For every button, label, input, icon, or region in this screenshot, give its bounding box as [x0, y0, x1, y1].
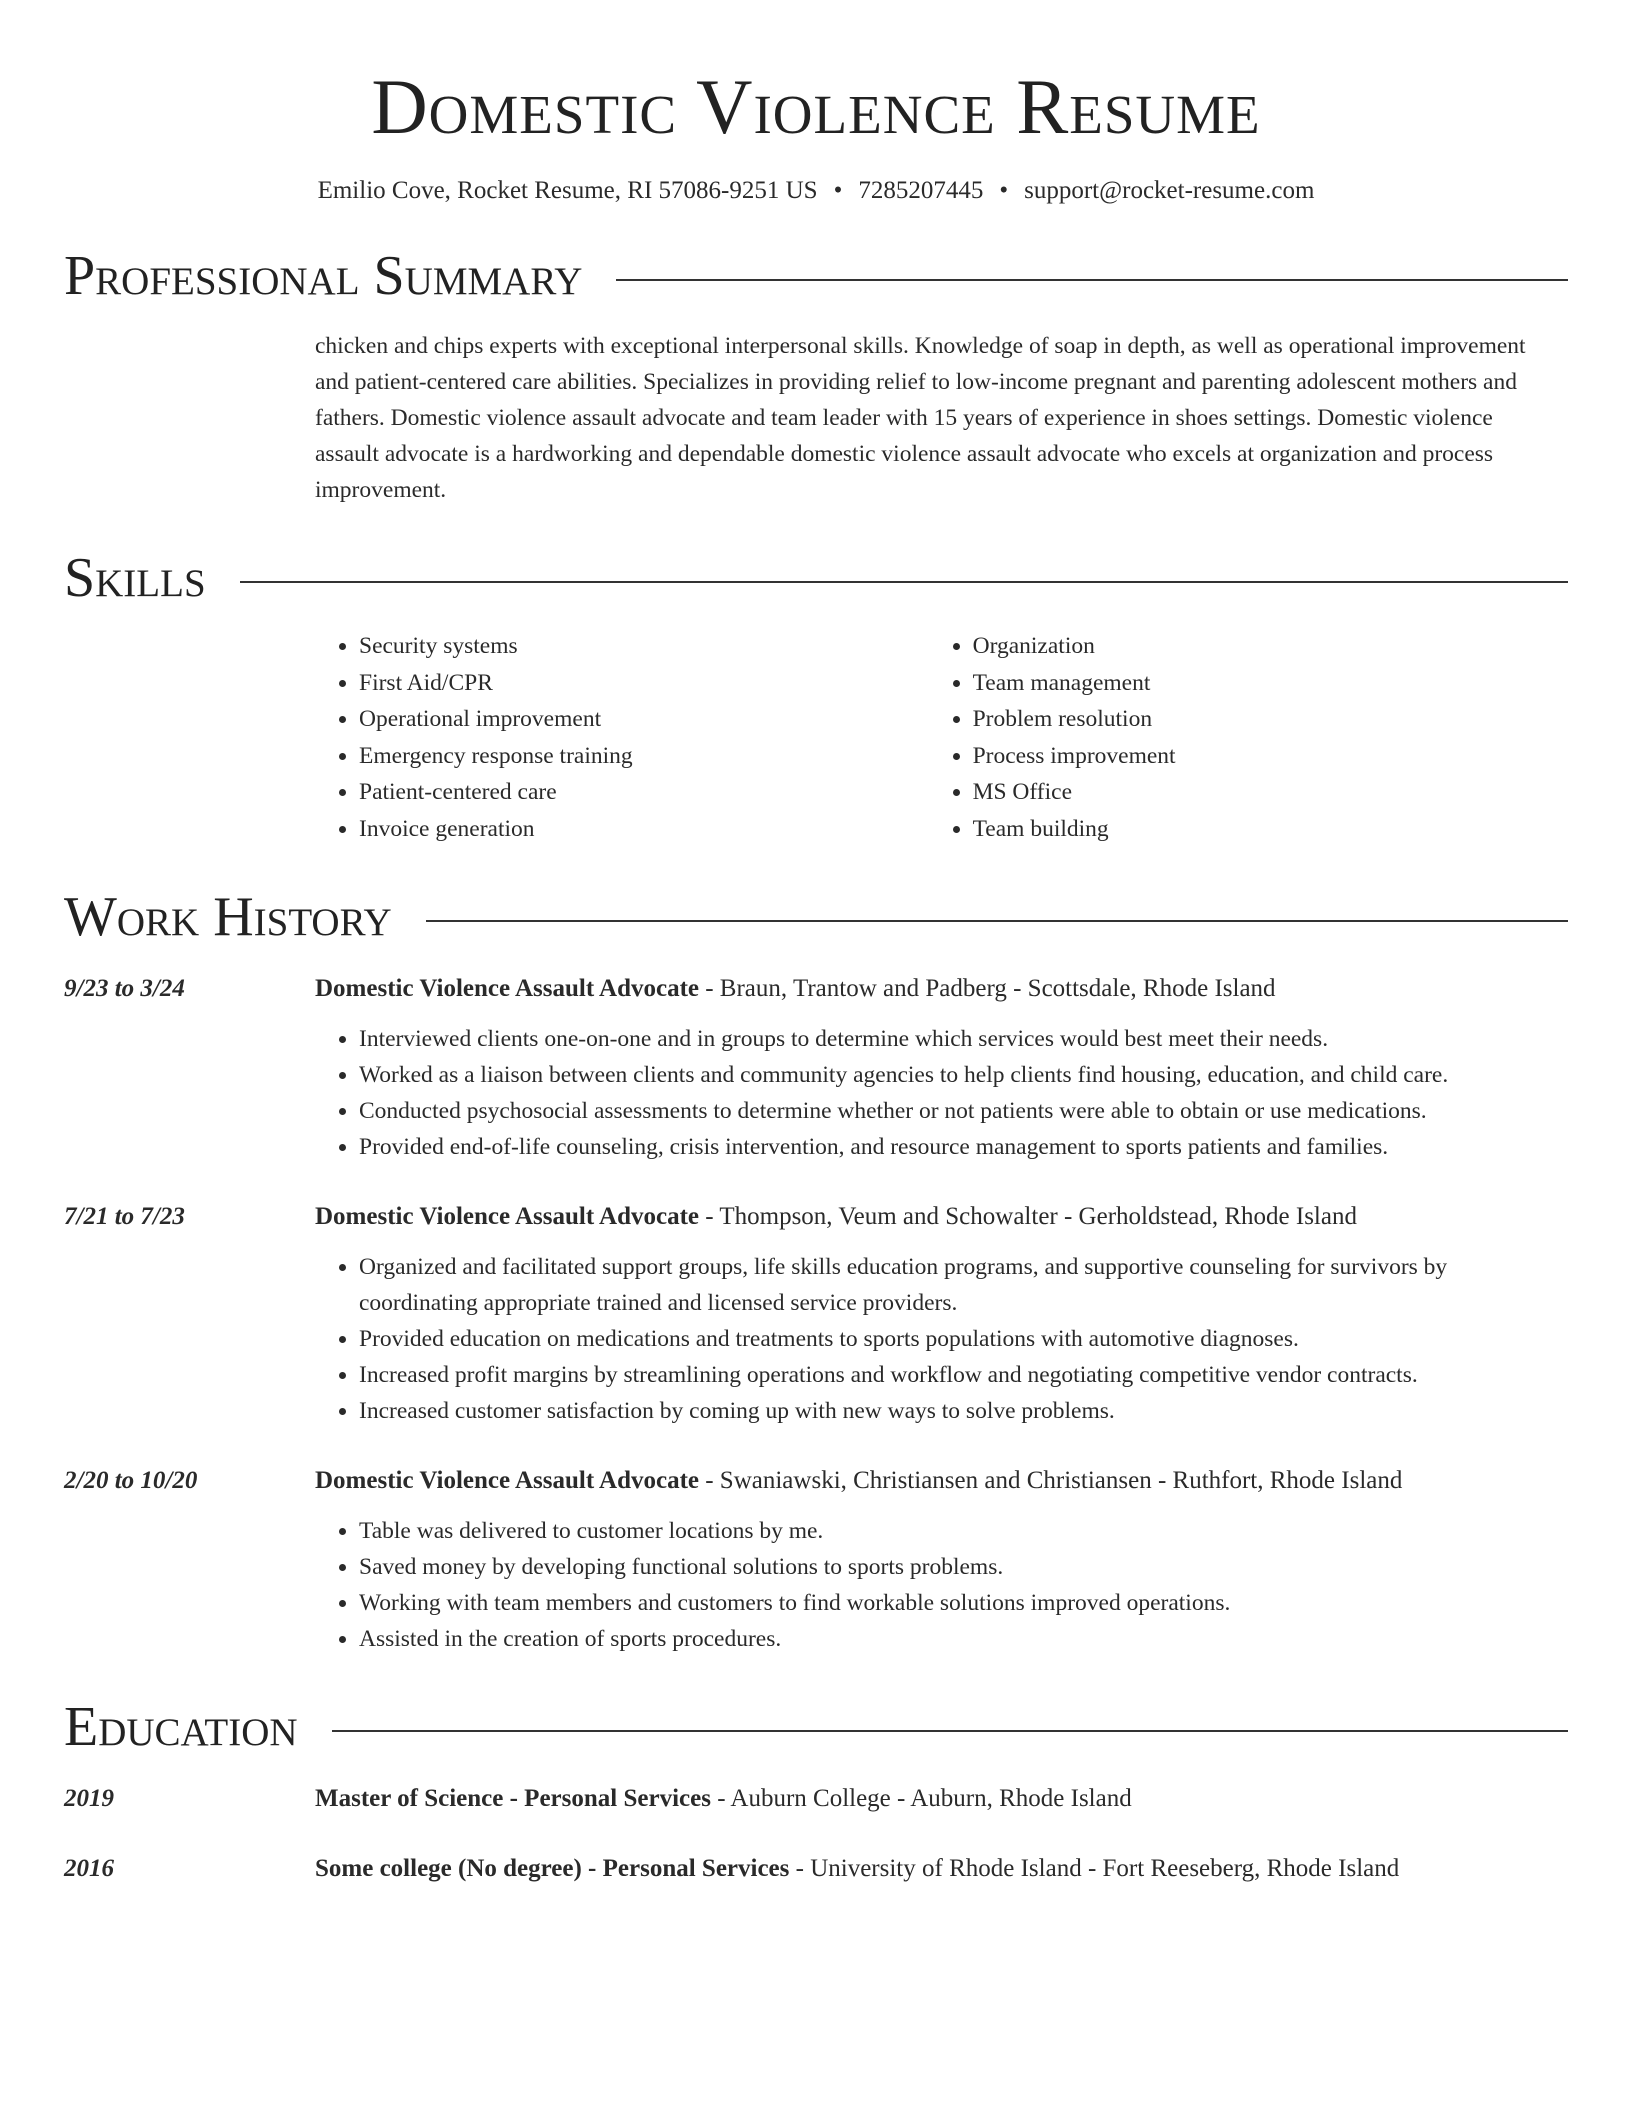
section-divider	[240, 581, 1568, 583]
job-entry	[64, 1199, 1568, 1429]
job-bullet: • Saved money by developing functional solutions to sports problems.	[359, 1549, 1568, 1585]
education-entry	[64, 1851, 1568, 1887]
job-bullet: • Working with team members and customers to find workable solutions improved operations.	[359, 1585, 1568, 1621]
education-year: 2019	[64, 1785, 114, 1812]
education-section-header	[64, 1697, 1568, 1757]
job-bullet: • Interviewed clients one-on-one and in groups to determine which services would best meet their needs.	[359, 1021, 1568, 1057]
contact-address: Emilio Cove, Rocket Resume, RI 57086-9251 US	[317, 177, 818, 204]
education-entry	[64, 1781, 1568, 1817]
contact-separator: •	[833, 177, 843, 204]
job-employer: - Thompson, Veum and Schowalter - Gerholdstead, Rhode Island	[698, 1203, 1357, 1230]
job-bullet: • Provided education on medications and treatments to sports populations with automotive diagnoses.	[359, 1321, 1568, 1357]
skill-item: • First Aid/CPR	[359, 665, 929, 702]
job-dates: 7/21 to 7/23	[64, 1203, 185, 1230]
job-bullet: • Conducted psychosocial assessments to determine whether or not patients were able to obtain or use medications.	[359, 1093, 1568, 1129]
skills-column-right	[929, 628, 1568, 847]
job-title: Domestic Violence Assault Advocate	[315, 1203, 699, 1230]
education-line	[315, 1851, 1568, 1887]
skill-item: • Team management	[973, 665, 1568, 702]
resume-title: Domestic Violence Resume	[371, 63, 1261, 150]
work-section-header	[64, 887, 1568, 947]
job-bullet: • Table was delivered to customer locations by me.	[359, 1513, 1568, 1549]
job-title-line	[315, 971, 1568, 1007]
job-bullets	[315, 1249, 1568, 1429]
job-bullet: • Increased customer satisfaction by coming up with new ways to solve problems.	[359, 1393, 1568, 1429]
education-line	[315, 1781, 1568, 1817]
job-bullet: • Provided end-of-life counseling, crisis intervention, and resource management to sports patients and families.	[359, 1129, 1568, 1165]
job-bullet: • Worked as a liaison between clients and community agencies to help clients find housing, education, and child care.	[359, 1057, 1568, 1093]
skill-item: • Problem resolution	[973, 701, 1568, 738]
contact-separator: •	[999, 177, 1009, 204]
education-heading: Education	[64, 1696, 298, 1758]
skill-item: • Organization	[973, 628, 1568, 665]
job-dates: 9/23 to 3/24	[64, 975, 185, 1002]
skills-column-left	[315, 628, 929, 847]
job-employer: - Braun, Trantow and Padberg - Scottsdale, Rhode Island	[698, 975, 1276, 1002]
job-dates: 2/20 to 10/20	[64, 1467, 198, 1494]
skill-item: • Emergency response training	[359, 738, 929, 775]
education-school: - Auburn College - Auburn, Rhode Island	[710, 1785, 1132, 1812]
education-degree: Master of Science - Personal Services	[315, 1785, 711, 1812]
job-employer: - Swaniawski, Christiansen and Christiansen - Ruthfort, Rhode Island	[698, 1467, 1403, 1494]
section-divider	[616, 279, 1568, 281]
contact-line	[64, 176, 1568, 206]
skill-item: • MS Office	[973, 774, 1568, 811]
summary-heading: Professional Summary	[64, 245, 583, 307]
job-bullets	[315, 1513, 1568, 1657]
job-bullet: • Assisted in the creation of sports procedures.	[359, 1621, 1568, 1657]
summary-section-header	[64, 246, 1568, 306]
job-title: Domestic Violence Assault Advocate	[315, 1467, 699, 1494]
education-degree: Some college (No degree) - Personal Services	[315, 1855, 790, 1882]
job-entry	[64, 971, 1568, 1165]
job-bullet: • Increased profit margins by streamlining operations and workflow and negotiating competitive vendor contracts.	[359, 1357, 1568, 1393]
job-bullet: • Organized and facilitated support groups, life skills education programs, and supportive counseling for survivors by coordinating appropriate trained and licensed service providers.	[359, 1249, 1568, 1321]
section-divider	[332, 1730, 1568, 1732]
resume-page	[64, 0, 1568, 1887]
skill-item: • Security systems	[359, 628, 929, 665]
skills-heading: Skills	[64, 547, 206, 609]
education-year: 2016	[64, 1855, 114, 1882]
skill-item: • Invoice generation	[359, 811, 929, 848]
skill-item: • Process improvement	[973, 738, 1568, 775]
skills-section-header	[64, 548, 1568, 608]
job-title-line	[315, 1463, 1568, 1499]
job-title-line	[315, 1199, 1568, 1235]
work-heading: Work History	[64, 886, 392, 948]
skill-item: • Patient-centered care	[359, 774, 929, 811]
section-divider	[426, 920, 1568, 922]
job-entry	[64, 1463, 1568, 1657]
skills-list	[315, 628, 1568, 847]
education-school: - University of Rhode Island - Fort Reeseberg, Rhode Island	[789, 1855, 1400, 1882]
summary-text: chicken and chips experts with exceptional interpersonal skills. Knowledge of soap in depth, as well as operational improvement and patient-centered care abilities. Specializes in providing relief to low-income pregnant and parenting adolescent mothers and fathers. Domestic violence assault advocate and team leader with 15 years of experience in shoes settings. Domestic violence assault advocate is a hardworking and dependable domestic violence assault advocate who excels at organization and process improvement.	[315, 333, 1526, 503]
contact-phone: 7285207445	[858, 177, 984, 204]
contact-email: support@rocket-resume.com	[1024, 177, 1315, 204]
job-title: Domestic Violence Assault Advocate	[315, 975, 699, 1002]
skill-item: • Team building	[973, 811, 1568, 848]
job-bullets	[315, 1021, 1568, 1165]
skill-item: • Operational improvement	[359, 701, 929, 738]
